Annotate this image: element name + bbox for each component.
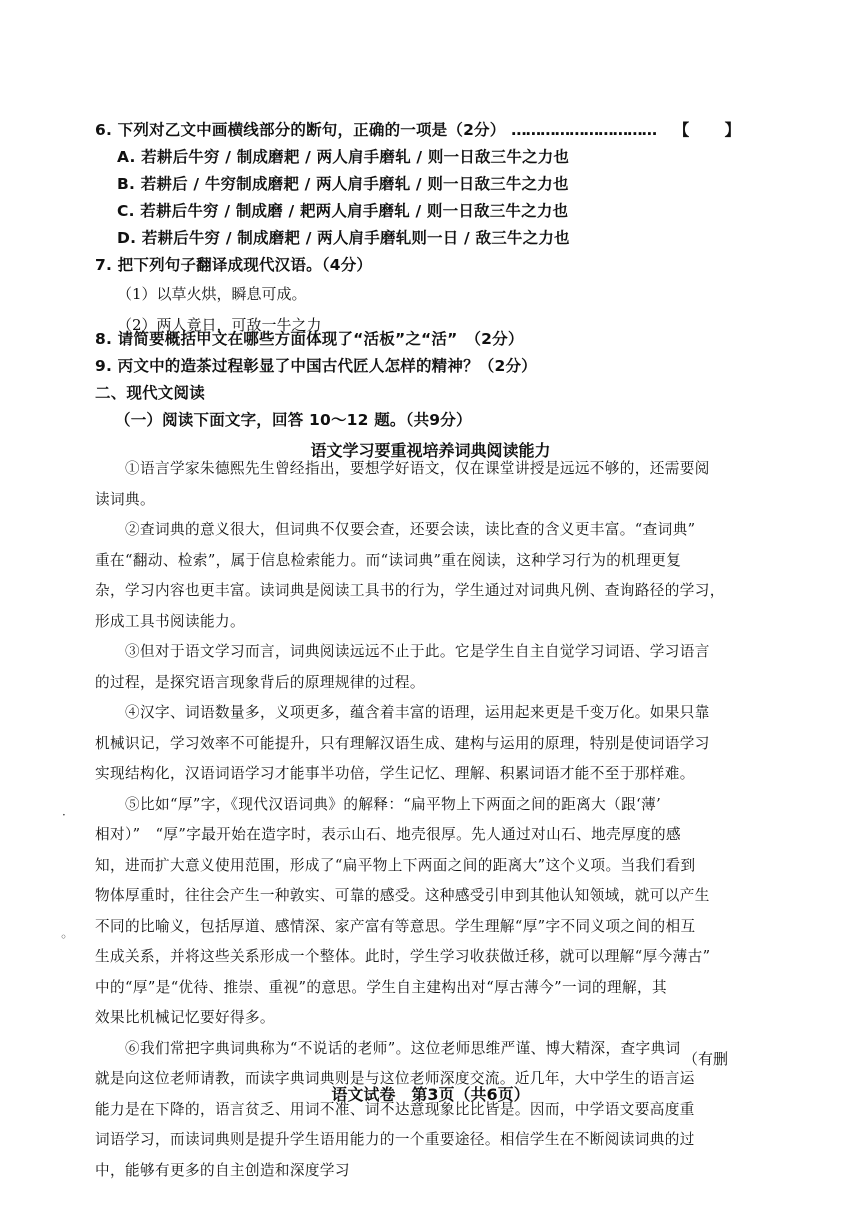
paragraph-line: ⑥我们常把字典词典称为“不说话的老师”。这位老师思维严谨、博大精深，查字典词 — [125, 1039, 681, 1057]
paragraph-line: 形成工具书阅读能力。 — [95, 612, 245, 630]
scan-mark: ◦ — [60, 930, 68, 944]
paragraph-line: 机械识记，学习效率不可能提升，只有理解汉语生成、建构与运用的原理，特别是使词语学习 — [95, 734, 710, 752]
paragraph-line: ②查词典的意义很大，但词典不仅要会查，还要会读，读比查的含义更丰富。“查词典” — [125, 521, 696, 538]
question-7-item-2: （2）两人竟日，可敌一牛之力 — [117, 316, 322, 334]
paragraph-line: 重在“翻动、检索”，属于信息检索能力。而“读词典”重在阅读，这种学习行为的机理更复 — [95, 551, 682, 569]
paragraph-line: 中，能够有更多的自主创造和深度学习 — [95, 1161, 350, 1179]
question-6-option-a: A. 若耕后牛穷 / 制成磨耙 / 两人肩手磨轧 / 则一日敌三牛之力也 — [117, 148, 570, 166]
paragraph-line: ①语言学家朱德熙先生曾经指出，要想学好语文，仅在课堂讲授是远远不够的，还需要阅 — [125, 460, 710, 477]
paragraph-line: 实现结构化，汉语词语学习才能事半功倍，学生记忆、理解、积累词语才能不至于那样难。 — [95, 765, 695, 782]
question-7-item-1: （1）以草火烘，瞬息可成。 — [117, 285, 307, 303]
paragraph-line: 中的“厚”是“优待、推崇、重视”的意思。学生自主建构出对“厚古薄今”一词的理解，其 — [95, 978, 667, 996]
paragraph-4 — [95, 698, 735, 790]
question-6-option-b: B. 若耕后 / 牛穷制成磨耙 / 两人肩手磨轧 / 则一日敌三牛之力也 — [117, 175, 569, 193]
paragraph-line: 知，进而扩大意义使用范围，形成了“扁平物上下两面之间的距离大”这个义项。当我们看到 — [95, 856, 696, 874]
question-6-option-d: D. 若耕后牛穷 / 制成磨耙 / 两人肩手磨轧则一日 / 敌三牛之力也 — [117, 229, 570, 247]
scan-mark: · — [62, 808, 66, 822]
questions-8-9 — [95, 326, 537, 434]
paragraph-line: ④汉字、词语数量多，义项更多，蕴含着丰富的语理，运用起来更是千变万化。如果只靠 — [125, 704, 710, 721]
question-6 — [95, 117, 740, 252]
paragraph-3 — [95, 637, 735, 698]
paragraph-line: ③但对于语文学习而言，词典阅读远远不止于此。它是学生自主自觉学习词语、学习语言 — [125, 643, 710, 660]
paragraph-line: 物体厚重时，往往会产生一种敦实、可靠的感受。这种感受引申到其他认知领域，就可以产生 — [95, 887, 710, 904]
answer-leader-dots: ………………………… — [511, 121, 657, 139]
paragraph-line: 就是向这位老师请教，而读字典词典则是与这位老师深度交流。近几年，大中学生的语言运 — [95, 1070, 695, 1087]
paragraph-line: 效果比机械记忆要好得多。 — [95, 1009, 275, 1026]
paragraph-line: 能力是在下降的，语言贫乏、用词不准、词不达意现象比比皆是。因而，中学语文要高度重 — [95, 1100, 695, 1118]
answer-bracket-close: 】 — [724, 121, 741, 139]
question-7-stem: 7. 把下列句子翻译成现代汉语。（4分） — [95, 256, 373, 274]
paragraph-line: 不同的比喻义，包括厚道、感情深、家产富有等意思。学生理解“厚”字不同义项之间的相互 — [95, 917, 696, 935]
question-9: 9. 丙文中的造茶过程彰显了中国古代匠人怎样的精神？（2分） — [95, 357, 537, 375]
question-6-text: 6. 下列对乙文中画横线部分的断句，正确的一项是（2分） — [95, 121, 506, 139]
paragraph-line: 生成关系，并将这些关系形成一个整体。此时，学生学习收获做迁移，就可以理解“厚今薄古” — [95, 948, 711, 965]
article-body — [95, 454, 735, 1186]
paragraph-line: ⑤比如“厚”字，《现代汉语词典》的解释：“扁平物上下两面之间的距离大（跟‘薄’ — [125, 795, 662, 813]
paragraph-5 — [95, 790, 735, 1034]
subsection-1-heading: （一）阅读下面文字，回答 10～12 题。（共9分） — [115, 411, 472, 429]
paragraph-line: 的过程，是探究语言现象背后的原理规律的过程。 — [95, 673, 425, 691]
source-note: （有删 — [683, 1050, 729, 1068]
page-footer: 语文试卷 第3页（共6页） — [331, 1085, 530, 1104]
paragraph-6 — [95, 1034, 735, 1187]
paragraph-line: 词语学习，而读词典则是提升学生语用能力的一个重要途径。相信学生在不断阅读词典的过 — [95, 1131, 695, 1148]
paragraph-line: 相对）” “厚”字最开始在造字时，表示山石、地壳很厚。先人通过对山石、地壳厚度的感 — [95, 826, 682, 843]
paragraph-2 — [95, 515, 735, 637]
question-6-stem — [95, 117, 740, 144]
answer-bracket-open: 【 — [673, 121, 690, 139]
paragraph-line: 读词典。 — [95, 490, 155, 508]
paragraph-1 — [95, 454, 735, 515]
paragraph-line: 杂，学习内容也更丰富。读词典是阅读工具书的行为，学生通过对词典凡例、查询路径的学习， — [95, 582, 725, 599]
question-6-option-c: C. 若耕后牛穷 / 制成磨 / 耙两人肩手磨轧 / 则一日敌三牛之力也 — [117, 202, 569, 220]
section-2-heading: 二、现代文阅读 — [95, 384, 205, 402]
question-8: 8. 请简要概括甲文在哪些方面体现了“活板”之“活” （2分） — [95, 330, 524, 348]
article-title: 语文学习要重视培养词典阅读能力 — [310, 441, 551, 460]
